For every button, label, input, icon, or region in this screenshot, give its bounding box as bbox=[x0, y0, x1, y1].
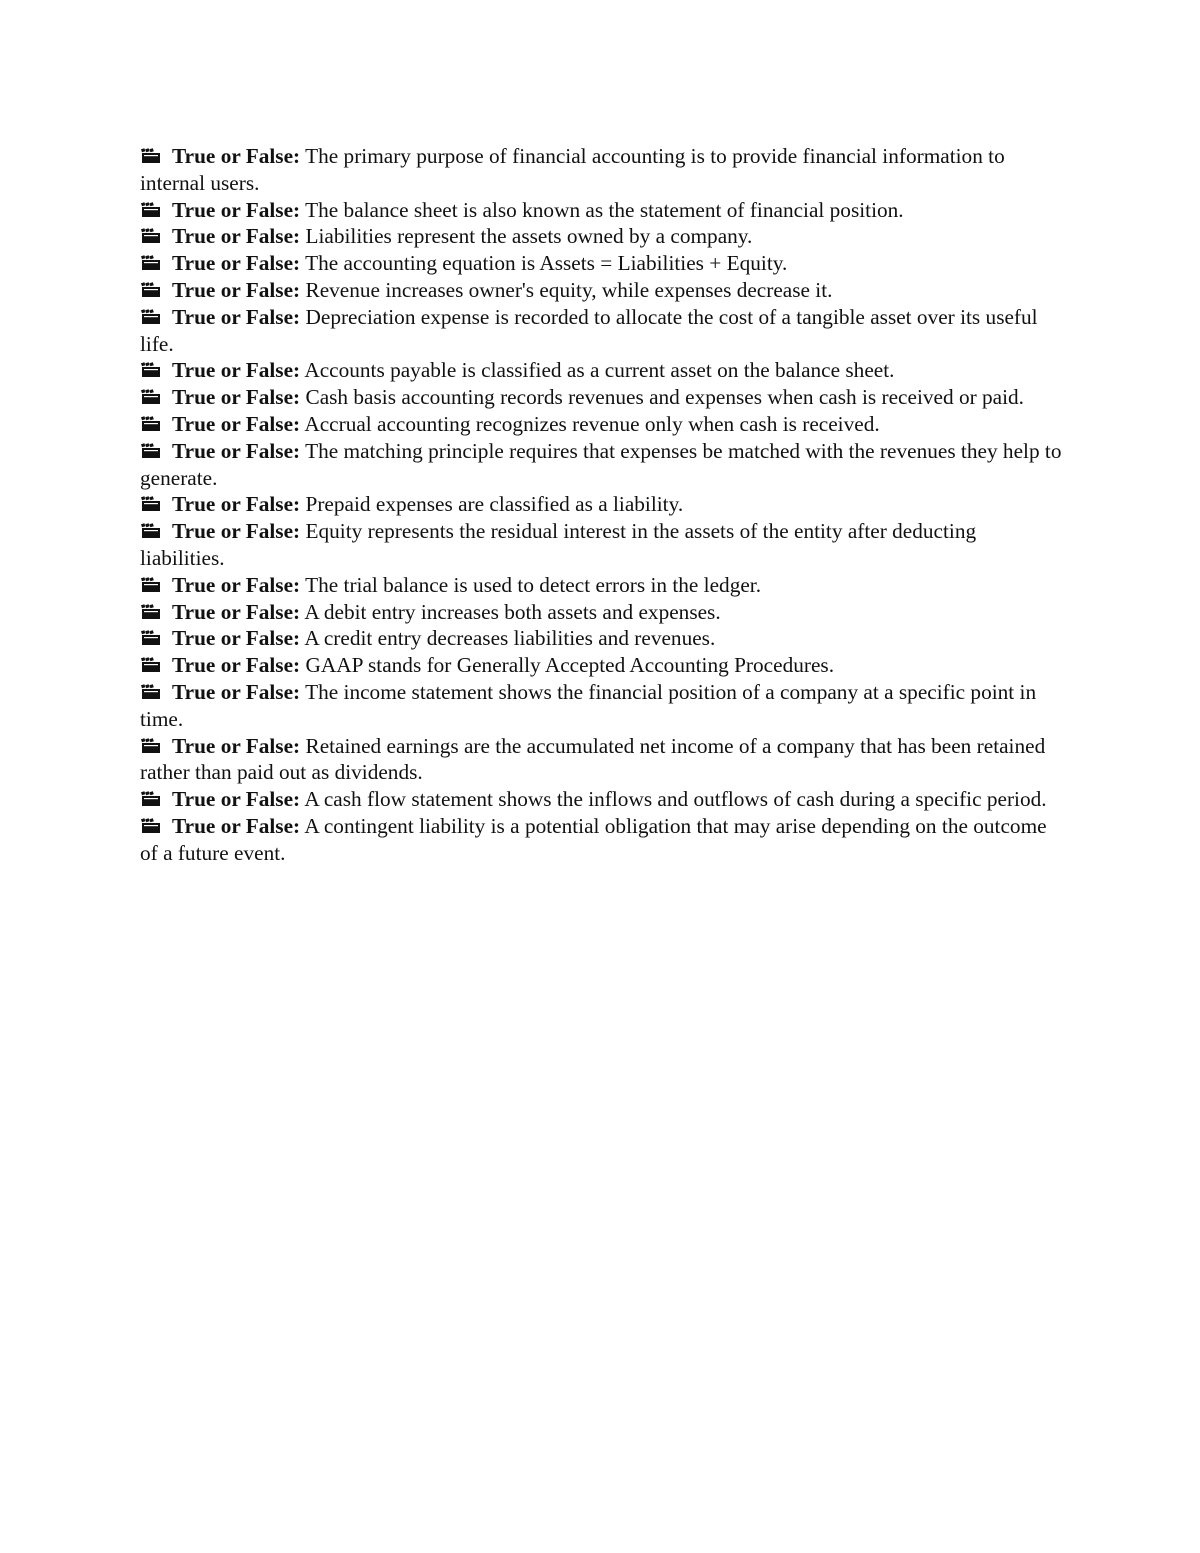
true-or-false-label: True or False: bbox=[172, 492, 301, 517]
question-text: Depreciation expense is recorded to allocate the cost of a tangible asset over its useful life. bbox=[140, 304, 1038, 356]
question-text: Prepaid expenses are classified as a liability. bbox=[305, 492, 684, 517]
clapperboard-icon bbox=[140, 362, 162, 378]
question-text: A credit entry decreases liabilities and revenues. bbox=[304, 626, 716, 651]
clapperboard-icon bbox=[140, 255, 162, 271]
clapperboard-icon bbox=[140, 309, 162, 325]
true-or-false-label: True or False: bbox=[172, 679, 301, 704]
question-item-5 bbox=[140, 277, 1065, 304]
clapperboard-icon bbox=[140, 604, 162, 620]
question-item-18 bbox=[140, 733, 1065, 787]
clapperboard-icon bbox=[140, 282, 162, 298]
question-item-19 bbox=[140, 786, 1065, 813]
true-or-false-label: True or False: bbox=[172, 197, 301, 222]
question-text: Cash basis accounting records revenues and expenses when cash is received or paid. bbox=[305, 385, 1025, 410]
question-text: The primary purpose of financial accounting is to provide financial information to internal users. bbox=[140, 144, 1005, 195]
question-item-12 bbox=[140, 518, 1065, 572]
question-item-16 bbox=[140, 652, 1065, 679]
question-item-7 bbox=[140, 357, 1065, 384]
true-or-false-label: True or False: bbox=[172, 653, 301, 678]
question-item-1 bbox=[140, 143, 1065, 197]
question-text: Liabilities represent the assets owned by a company. bbox=[305, 224, 753, 249]
clapperboard-icon bbox=[140, 202, 162, 218]
true-or-false-label: True or False: bbox=[172, 277, 301, 302]
clapperboard-icon bbox=[140, 657, 162, 673]
clapperboard-icon bbox=[140, 738, 162, 754]
question-text: The accounting equation is Assets = Liabilities + Equity. bbox=[305, 251, 788, 276]
clapperboard-icon bbox=[140, 523, 162, 539]
clapperboard-icon bbox=[140, 443, 162, 459]
clapperboard-icon bbox=[140, 496, 162, 512]
question-item-10 bbox=[140, 438, 1065, 492]
question-item-20 bbox=[140, 813, 1065, 867]
clapperboard-icon bbox=[140, 630, 162, 646]
question-item-13 bbox=[140, 572, 1065, 599]
clapperboard-icon bbox=[140, 577, 162, 593]
question-text: Accounts payable is classified as a current asset on the balance sheet. bbox=[304, 358, 895, 383]
true-or-false-label: True or False: bbox=[172, 385, 301, 410]
true-or-false-label: True or False: bbox=[172, 251, 301, 276]
true-or-false-label: True or False: bbox=[172, 438, 301, 463]
question-text: A cash flow statement shows the inflows and outflows of cash during a specific period. bbox=[304, 787, 1047, 812]
clapperboard-icon bbox=[140, 791, 162, 807]
true-or-false-label: True or False: bbox=[172, 144, 301, 168]
clapperboard-icon bbox=[140, 818, 162, 834]
question-item-6 bbox=[140, 304, 1065, 358]
true-or-false-label: True or False: bbox=[172, 358, 301, 383]
question-item-17 bbox=[140, 679, 1065, 733]
true-or-false-label: True or False: bbox=[172, 626, 301, 651]
question-text: The income statement shows the financial position of a company at a specific point in time. bbox=[140, 679, 1037, 731]
question-item-14 bbox=[140, 599, 1065, 626]
clapperboard-icon bbox=[140, 228, 162, 244]
question-text: The matching principle requires that expenses be matched with the revenues they help to generate. bbox=[140, 438, 1062, 490]
true-or-false-label: True or False: bbox=[172, 572, 301, 597]
question-item-3 bbox=[140, 223, 1065, 250]
question-text: Revenue increases owner's equity, while expenses decrease it. bbox=[305, 277, 833, 302]
question-item-9 bbox=[140, 411, 1065, 438]
question-item-8 bbox=[140, 384, 1065, 411]
true-or-false-label: True or False: bbox=[172, 411, 301, 436]
question-item-2 bbox=[140, 197, 1065, 224]
question-text: The trial balance is used to detect errors in the ledger. bbox=[305, 572, 762, 597]
question-text: A debit entry increases both assets and expenses. bbox=[304, 599, 721, 624]
true-or-false-label: True or False: bbox=[172, 224, 301, 249]
clapperboard-icon bbox=[140, 684, 162, 700]
question-list bbox=[140, 143, 1065, 867]
clapperboard-icon bbox=[140, 416, 162, 432]
true-or-false-label: True or False: bbox=[172, 733, 301, 758]
question-text: The balance sheet is also known as the statement of financial position. bbox=[305, 197, 904, 222]
question-text: A contingent liability is a potential obligation that may arise depending on the outcome of a future event. bbox=[140, 813, 1047, 865]
clapperboard-icon bbox=[140, 389, 162, 405]
question-text: Retained earnings are the accumulated net income of a company that has been retained rather than paid out as dividends. bbox=[140, 733, 1046, 785]
question-text: Accrual accounting recognizes revenue only when cash is received. bbox=[304, 411, 880, 436]
true-or-false-label: True or False: bbox=[172, 304, 301, 329]
question-text: Equity represents the residual interest in the assets of the entity after deducting liabilities. bbox=[140, 519, 977, 570]
true-or-false-label: True or False: bbox=[172, 519, 301, 544]
question-item-15 bbox=[140, 625, 1065, 652]
true-or-false-label: True or False: bbox=[172, 599, 301, 624]
question-text: GAAP stands for Generally Accepted Accounting Procedures. bbox=[305, 653, 835, 678]
true-or-false-label: True or False: bbox=[172, 787, 301, 812]
question-item-11 bbox=[140, 491, 1065, 518]
true-or-false-label: True or False: bbox=[172, 813, 301, 838]
clapperboard-icon bbox=[140, 148, 162, 164]
question-item-4 bbox=[140, 250, 1065, 277]
